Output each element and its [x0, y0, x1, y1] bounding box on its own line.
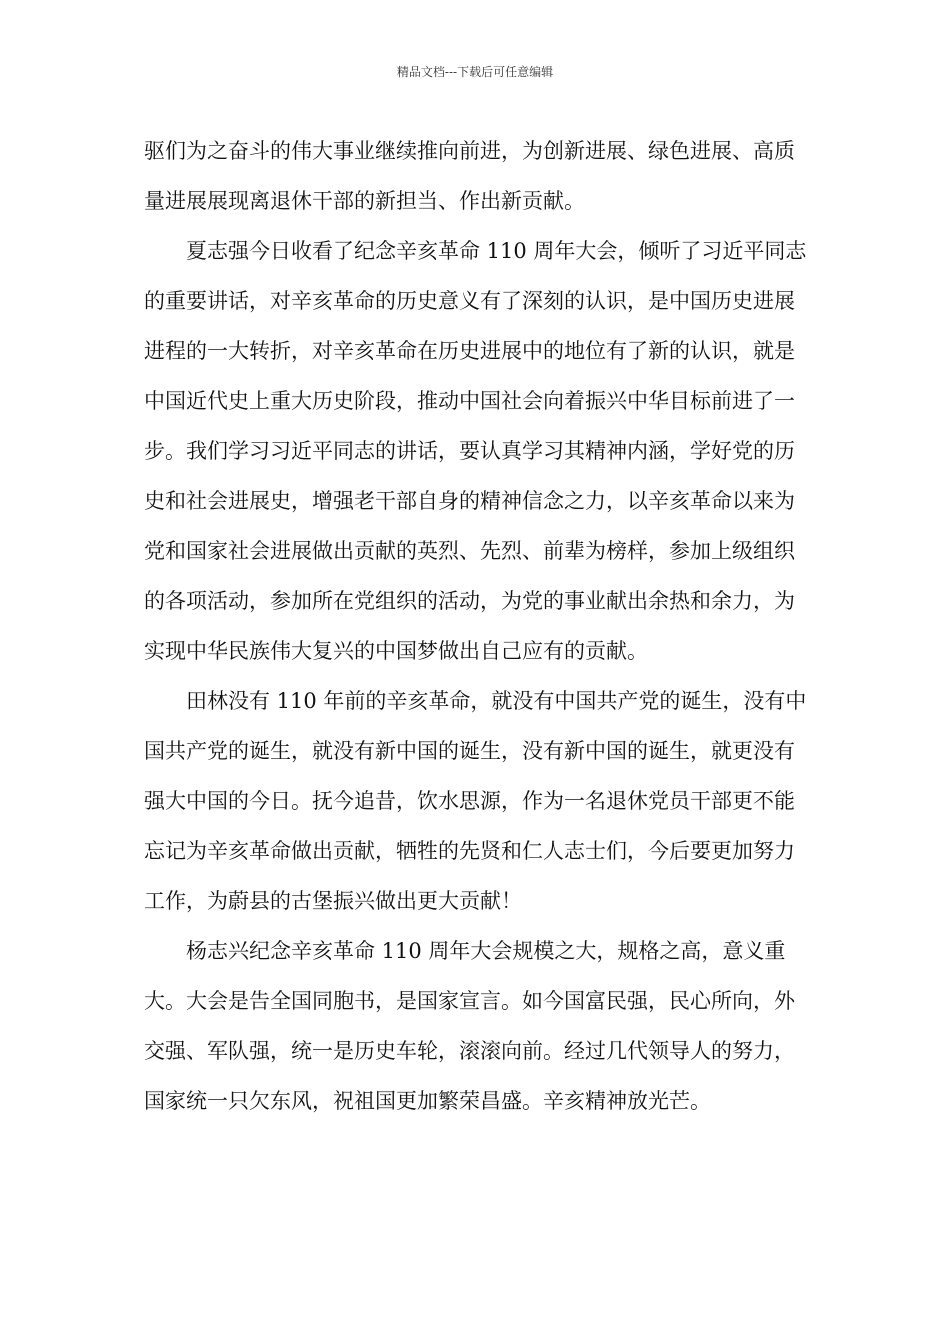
- page-header: 精品文档---下载后可任意编辑: [396, 65, 554, 79]
- paragraph-yang-zhixing: 杨志兴纪念辛亥革命 110 周年大会规模之大，规格之高，意义重大。大会是告全国同胞书，是国家宣言。如今国富民强，民心所向，外交强、军队强，统一是历史车轮，滚滚向前。经过几代领导人的努力，国家统一只欠东风，祝祖国更加繁荣昌盛。辛亥精神放光芒。: [144, 939, 795, 1113]
- document-body: [144, 126, 808, 1126]
- paragraph-continuation: 驱们为之奋斗的伟大事业继续推向前进，为创新进展、绿色进展、高质量进展展现离退休干部的新担当、作出新贡献。: [144, 139, 795, 213]
- paragraph-xia-zhiqiang: 夏志强今日收看了纪念辛亥革命 110 周年大会，倾听了习近平同志的重要讲话，对辛亥革命的历史意义有了深刻的认识，是中国历史进展进程的一大转折，对辛亥革命在历史进展中的地位有了新的认识，就是中国近代史上重大历史阶段，推动中国社会向着振兴中华目标前进了一步。我们学习习近平同志的讲话，要认真学习其精神内涵，学好党的历史和社会进展史，增强老干部自身的精神信念之力，以辛亥革命以来为党和国家社会进展做出贡献的英烈、先烈、前辈为榜样，参加上级组织的各项活动，参加所在党组织的活动，为党的事业献出余热和余力，为实现中华民族伟大复兴的中国梦做出自己应有的贡献。: [144, 239, 807, 663]
- paragraph-tian-lin: 田林没有 110 年前的辛亥革命，就没有中国共产党的诞生，没有中国共产党的诞生，就没有新中国的诞生，没有新中国的诞生，就更没有强大中国的今日。抚今追昔，饮水思源，作为一名退休党员干部更不能忘记为辛亥革命做出贡献，牺牲的先贤和仁人志士们，今后要更加努力工作，为蔚县的古堡振兴做出更大贡献！: [144, 689, 807, 913]
